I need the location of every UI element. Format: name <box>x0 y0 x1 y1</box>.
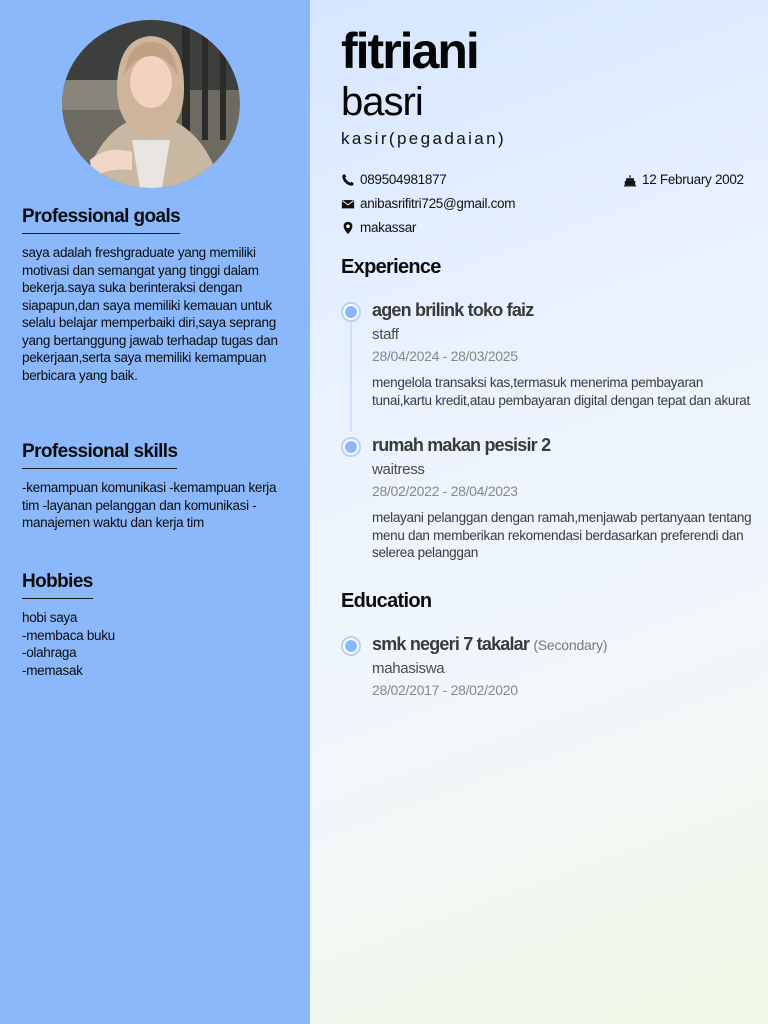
education-heading: Education <box>341 590 432 612</box>
timeline-dot <box>341 302 361 322</box>
profile-photo-image <box>62 20 240 188</box>
first-name: fitriani <box>341 23 478 79</box>
contact-phone <box>341 172 447 187</box>
birthday-date: 12 February 2002 <box>642 172 744 187</box>
skills-section <box>22 441 284 532</box>
education-title <box>372 634 607 655</box>
timeline-dot <box>341 437 361 457</box>
hobbies-heading: Hobbies <box>22 571 93 599</box>
experience-description: mengelola transaksi kas,termasuk menerima pembayaran tunai,kartu kredit,atau pembayaran digital dengan tepat dan akurat <box>372 375 750 408</box>
phone-number: 089504981877 <box>360 172 447 187</box>
experience-item <box>341 300 761 430</box>
map-pin-icon <box>341 221 355 235</box>
experience-role: waitress <box>372 461 425 478</box>
goals-heading: Professional goals <box>22 206 180 234</box>
location-text: makassar <box>360 220 417 235</box>
skills-heading: Professional skills <box>22 441 177 469</box>
experience-item <box>341 435 761 565</box>
experience-title: rumah makan pesisir 2 <box>372 435 551 455</box>
goals-text: saya adalah freshgraduate yang memiliki motivasi dan semangat yang tinggi dalam bekerja.saya suka berinteraksi dengan siapapun,dan saya memiliki kemauan untuk selalu belajar memperbaiki diri,saya seprang yang bertanggung jawab terhadap tugas dan pekerjaan,serta saya memiliki kemampuan berbicara yang baik. <box>22 245 278 383</box>
profile-photo <box>62 20 240 188</box>
education-level: (Secondary) <box>533 637 608 653</box>
email-address: anibasrifitri725@gmail.com <box>360 196 516 211</box>
experience-title: agen brilink toko faiz <box>372 300 534 320</box>
job-title: kasir(pegadaian) <box>341 129 507 148</box>
experience-dates: 28/02/2022 - 28/04/2023 <box>372 483 518 499</box>
experience-heading: Experience <box>341 256 441 278</box>
timeline-dot <box>341 636 361 656</box>
goals-section <box>22 206 284 384</box>
main-content <box>310 0 768 1024</box>
last-name: basri <box>341 80 423 124</box>
contact-location <box>341 220 416 235</box>
education-school: smk negeri 7 takalar <box>372 634 530 654</box>
skills-text: -kemampuan komunikasi -kemampuan kerja tim -layanan pelanggan dan komunikasi -manajemen waktu dan kerja tim <box>22 480 277 530</box>
sidebar <box>0 0 310 1024</box>
cake-icon <box>623 173 637 187</box>
education-dates: 28/02/2017 - 28/02/2020 <box>372 682 518 698</box>
contact-birthday <box>623 172 744 187</box>
experience-role: staff <box>372 326 399 343</box>
hobbies-text: hobi saya -membaca buku -olahraga -memasak <box>22 610 115 678</box>
experience-dates: 28/04/2024 - 28/03/2025 <box>372 348 518 364</box>
hobbies-section <box>22 571 284 679</box>
contact-email <box>341 196 515 211</box>
education-role: mahasiswa <box>372 660 445 677</box>
phone-icon <box>341 173 355 187</box>
envelope-icon <box>341 197 355 211</box>
experience-description: melayani pelanggan dengan ramah,menjawab pertanyaan tentang menu dan memberikan rekomendasi berdasarkan preferendi dan selerea pelanggan <box>372 510 752 560</box>
education-item <box>341 634 761 714</box>
